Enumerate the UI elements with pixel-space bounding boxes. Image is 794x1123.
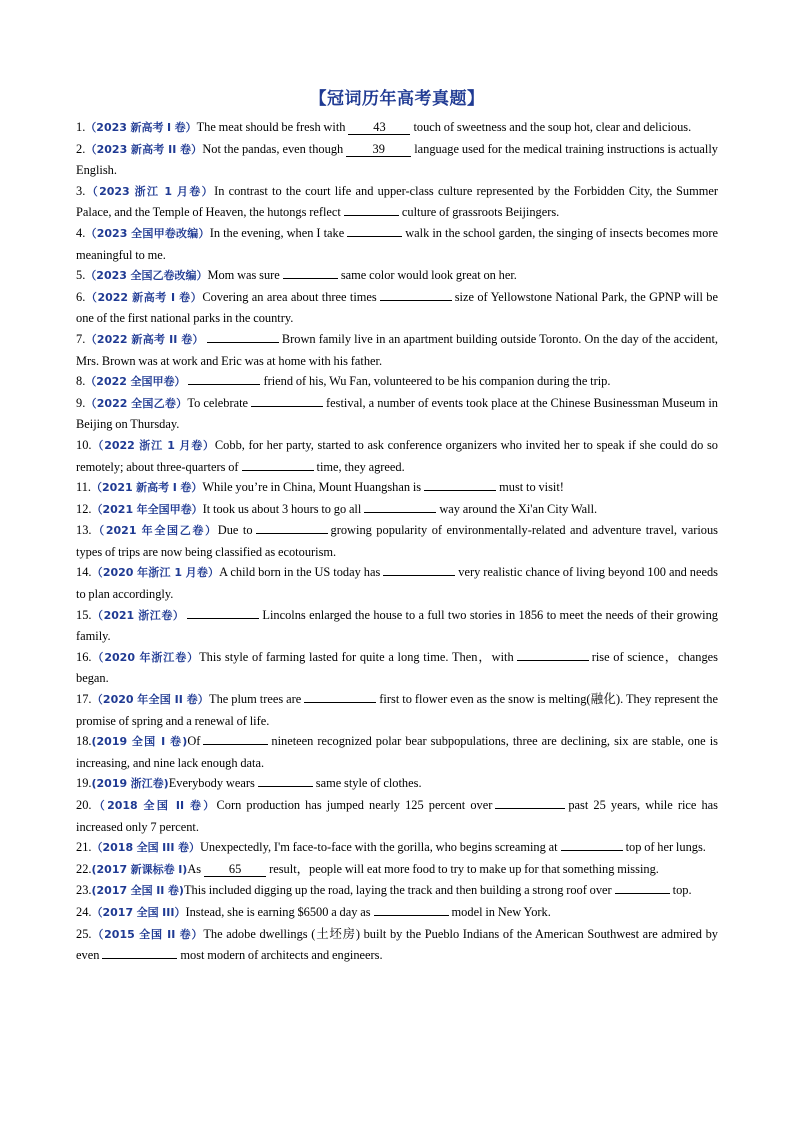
question-item: 20.（2018 全国 II 卷）Corn production has jumped nearly 125 percent over past 25 years, while rice has increased only 7 percent. [76,798,719,834]
question-item: 2.（2023 新高考 II 卷）Not the pandas, even though 39 language used for the medical training instructions is actually English. [76,141,718,178]
answer-blank[interactable] [615,893,670,894]
question-item: 18.(2019 全国 I 卷)Of nineteen recognized polar bear subpopulations, three are declining, six are stable, one is increasing, and nine lack enough data. [76,734,718,770]
question-item: 5.（2023 全国乙卷改编）Mom was sure same color would look great on her. [76,268,517,283]
question-list [76,117,718,966]
question-item: 9.（2022 全国乙卷）To celebrate festival, a number of events took place at the Chinese Businessman Museum in Beijing on Thursday. [76,395,718,432]
answer-blank[interactable]: 43 [348,121,410,135]
answer-blank[interactable] [344,215,399,216]
question-item: 13.（2021 年全国乙卷）Due to growing popularity of environmentally-related and adventure travel, various types of trips are now being classified as ecotourism. [76,523,718,559]
question-item: 15.（2021 浙江卷） Lincolns enlarged the house to a full two stories in 1856 to meet the needs of their growing family. [76,607,718,644]
question-item: 17.（2020 年全国 II 卷）The plum trees are first to flower even as the snow is melting(融化). They represent the promise of spring and a renewal of life. [76,692,719,728]
answer-blank[interactable] [258,786,313,787]
question-item: 6.（2022 新高考 I 卷）Covering an area about three times size of Yellowstone National Park, the GPNP will be one of the first national parks in the country. [76,289,719,326]
question-item: 10.（2022 浙江 1 月卷）Cobb, for her party, started to ask conference organizers who invited her to speak if she could do so remotely; about three-quarters of time, they agreed. [76,437,718,474]
question-item: 1.（2023 新高考 I 卷）The meat should be fresh with 43 touch of sweetness and the soup hot, clear and delicious. [76,120,692,134]
answer-blank[interactable] [188,384,260,385]
answer-blank[interactable] [517,660,589,661]
question-item: 14.（2020 年浙江 1 月卷）A child born in the US today has very realistic chance of living beyond 100 and needs to plan accordingly. [76,565,719,602]
question-item: 23.(2017 全国 II 卷)This included digging up the road, laying the track and then building a strong roof over top. [76,883,692,898]
question-item: 24.（2017 全国 III）Instead, she is earning $6500 a day as model in New York. [76,904,551,919]
question-item: 12.（2021 年全国甲卷）It took us about 3 hours to go all way around the Xi'an City Wall. [76,501,598,516]
question-item: 22.(2017 新课标卷 I)As 65 result，people will eat more food to try to make up for that something missing. [76,861,659,876]
page-title: 【冠词历年高考真题】 [309,89,485,109]
answer-blank[interactable] [561,850,623,851]
answer-blank[interactable] [495,808,565,809]
answer-blank[interactable]: 65 [204,863,266,877]
answer-blank[interactable] [207,342,279,343]
question-item: 11.（2021 新高考 I 卷）While you’re in China, Mount Huangshan is must to visit! [76,480,564,495]
answer-blank[interactable] [203,744,268,745]
answer-blank[interactable] [383,575,455,576]
question-item: 4.（2023 全国甲卷改编）In the evening, when I take walk in the school garden, the singing of insects becomes more meaningful to me. [76,225,718,262]
answer-blank[interactable] [102,958,177,959]
answer-blank[interactable] [304,702,376,703]
question-item: 19.(2019 浙江卷)Everybody wears same style of clothes. [76,776,422,791]
question-item: 3.（2023 浙江 1 月卷）In contrast to the court life and upper-class culture represented by the Forbidden City, the Summer Palace, and the Temple of Heaven, the hutongs reflect culture of grassroots Beijingers. [76,183,718,220]
answer-blank[interactable] [283,278,338,279]
answer-blank[interactable] [251,406,323,407]
answer-blank[interactable] [242,470,314,471]
question-item: 7.（2022 新高考 II 卷） Brown family live in an apartment building outside Toronto. On the day of the accident, Mrs. Brown was at work and Eric was at home with his father. [76,331,719,368]
question-item: 8.（2022 全国甲卷） friend of his, Wu Fan, volunteered to be his companion during the trip. [76,374,611,389]
answer-blank[interactable] [347,236,402,237]
answer-blank[interactable] [424,490,496,491]
answer-blank[interactable] [380,300,452,301]
question-item: 25.（2015 全国 II 卷）The adobe dwellings (土坯房) built by the Pueblo Indians of the American Southwest are admired by even most modern of architects and engineers. [76,926,718,963]
question-item: 21.（2018 全国 III 卷）Unexpectedly, I'm face-to-face with the gorilla, who begins screaming at top of her lungs. [76,840,706,855]
question-item: 16.（2020 年浙江卷）This style of farming lasted for quite a long time. Then，with rise of science，changes began. [76,649,718,686]
answer-blank[interactable] [187,618,259,619]
answer-blank[interactable] [256,533,328,534]
answer-blank[interactable] [364,512,436,513]
answer-blank[interactable] [374,915,449,916]
answer-blank[interactable]: 39 [346,143,411,157]
